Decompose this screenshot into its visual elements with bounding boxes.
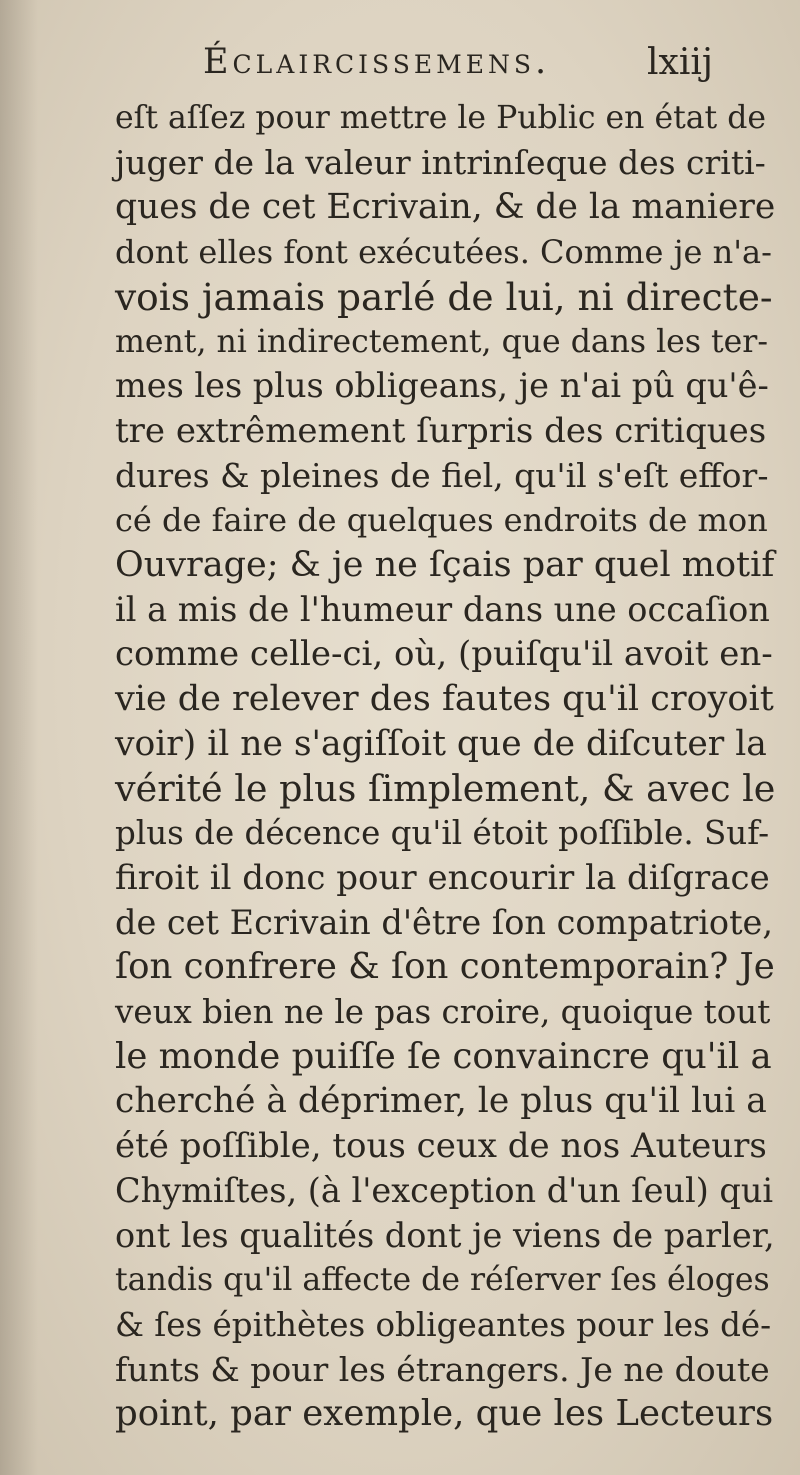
running-title: Éclaircissemens. — [203, 42, 551, 82]
page-header — [0, 42, 800, 98]
text-line: il a mis de l'humeur dans une occaſion — [115, 589, 770, 629]
text-line: voir) il ne s'agiſſoit que de diſcuter la — [115, 723, 767, 764]
text-line: plus de décence qu'il étoit poſſible. Suf- — [115, 814, 770, 853]
text-line: ont les qualités dont je viens de parler, — [115, 1215, 775, 1255]
text-line: firoit il donc pour encourir la diſgrace — [115, 857, 770, 898]
text-line: ſon confrere & ſon contemporain? Je — [115, 946, 775, 988]
text-line: juger de la valeur intrinſeque des criti- — [115, 142, 766, 182]
text-line: tandis qu'il affecte de réſerver ſes éloges — [115, 1262, 770, 1299]
text-line: comme celle-ci, où, (puiſqu'il avoit en- — [115, 634, 773, 675]
text-line: cé de faire de quelques endroits de mon — [115, 501, 768, 540]
text-line: ques de cet Ecrivain, & de la maniere — [115, 187, 776, 228]
text-line: dont elles font exécutées. Comme je n'a- — [115, 233, 772, 272]
text-line: ment, ni indirectement, que dans les ter- — [115, 323, 768, 360]
text-line: vois jamais parlé de lui, ni directe- — [115, 274, 773, 319]
text-line: été poſſible, tous ceux de nos Auteurs — [115, 1126, 767, 1167]
text-line: eſt aſſez pour mettre le Public en état de — [115, 100, 767, 136]
text-line: point, par exemple, que les Lecteurs — [115, 1393, 774, 1435]
text-line: dures & pleines de fiel, qu'il s'eſt effor- — [115, 455, 769, 495]
text-line: tre extrêmement ſurpris des critiques — [115, 410, 767, 451]
text-line: funts & pour les étrangers. Je ne doute — [115, 1349, 770, 1389]
text-line: mes les plus obligeans, je n'ai pû qu'ê- — [115, 366, 769, 406]
text-line: cherché à déprimer, le plus qu'il lui a — [115, 1081, 767, 1122]
text-line: Ouvrage; & je ne ſçais par quel motif — [115, 545, 775, 585]
page-gutter-shadow — [0, 0, 38, 1475]
text-line: le monde puiſſe ſe convaincre qu'il a — [115, 1035, 772, 1077]
text-line: vie de relever des fautes qu'il croyoit — [115, 679, 774, 720]
text-line: veux bien ne le pas croire, quoique tout — [115, 993, 771, 1031]
text-line: vérité le plus ſimplement, & avec le — [115, 766, 776, 810]
text-line: de cet Ecrivain d'être ſon compatriote, — [115, 902, 774, 942]
text-line: & ſes épithètes obligeantes pour les dé- — [115, 1305, 772, 1344]
text-line: Chymiſtes, (à l'exception d'un ſeul) qui — [115, 1170, 774, 1210]
page-number: lxiij — [647, 42, 714, 83]
